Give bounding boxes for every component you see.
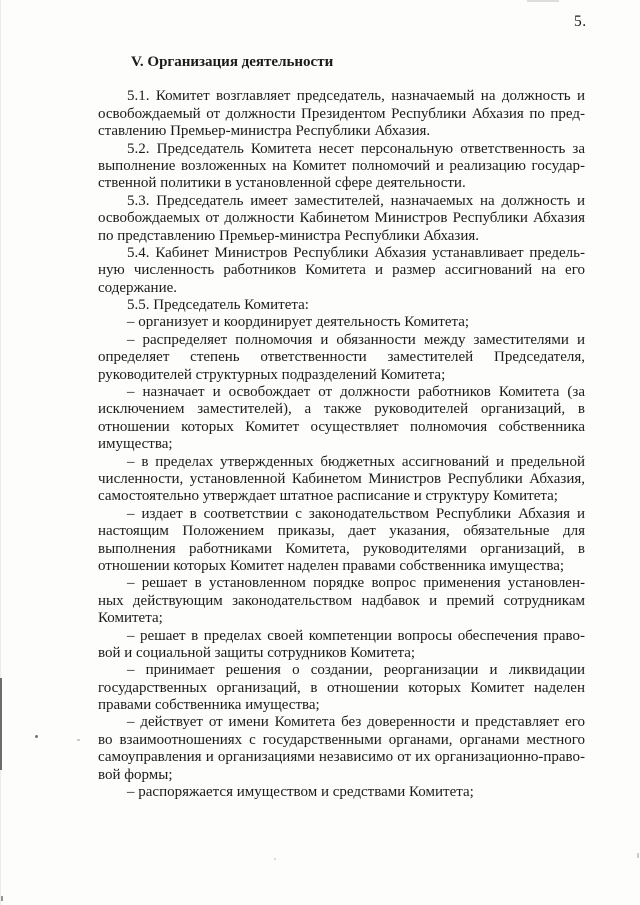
paragraph-line: настоящим Положением приказы, дает указания, обязательные для: [98, 523, 585, 540]
paragraph: [98, 384, 585, 454]
paragraph-line: содержание.: [98, 279, 177, 296]
paragraph-line: ственной политики в установленной сфере деятельности.: [98, 175, 466, 192]
paragraph: [98, 332, 585, 384]
paragraph: [98, 245, 585, 297]
paragraph-line: по представлению Премьер-министра Республики Абхазия.: [98, 227, 480, 244]
paragraph: [98, 314, 585, 331]
paragraph-line: выполнения работниками Комитета, руководителями организаций, в: [98, 540, 585, 557]
scan-speck: [77, 739, 80, 741]
paragraph-line: правами собственника имущества;: [98, 697, 320, 714]
heading-text: V. Организация деятельности: [131, 54, 334, 70]
paragraph-line: – организует и координирует деятельность Комитета;: [127, 314, 470, 331]
paragraph-line: ставлению Премьер-министра Республики Абхазия.: [98, 123, 431, 140]
paragraph-line: 5.4. Кабинет Министров Республики Абхазия устанавливает предель-: [127, 244, 585, 261]
paragraph-line: – решает в установленном порядке вопрос применения установлен-: [127, 575, 585, 592]
paragraph: [98, 784, 585, 801]
paragraph-line: государственных организаций, в отношении которых Комитет наделен: [98, 679, 585, 696]
paragraph-line: руководителей структурных подразделений Комитета;: [98, 366, 446, 383]
paragraph-line: освобождаемых от должности Кабинетом Министров Республики Абхазия: [98, 210, 585, 227]
paragraph-line: 5.5. Председатель Комитета:: [127, 297, 309, 314]
paragraph-line: определяет степень ответственности заместителей Председателя,: [98, 349, 585, 366]
scan-smudge: [527, 0, 559, 2]
scan-speck: [35, 735, 38, 738]
paragraph: [98, 575, 585, 627]
paragraph-line: – принимает решения о создании, реорганизации и ликвидации: [127, 662, 585, 679]
paragraph: [98, 88, 585, 140]
paragraph-line: самостоятельно утверждает штатное расписание и структуру Комитета;: [98, 488, 558, 505]
paragraph-line: 5.2. Председатель Комитета несет персональную ответственность за: [127, 140, 585, 157]
paragraph-line: – решает в пределах своей компетенции вопросы обеспечения право-: [127, 627, 585, 644]
paragraph-line: имущества;: [98, 436, 173, 453]
paragraph-line: 5.1. Комитет возглавляет председатель, назначаемый на должность и: [127, 88, 585, 105]
scan-edge-strip: [0, 678, 2, 770]
paragraph-line: ную численность работников Комитета и размер ассигнований на его: [98, 262, 585, 279]
paragraph-line: численности, установленной Кабинетом Министров Республики Абхазия,: [98, 470, 585, 487]
paragraph-line: самоуправления и организациями независимо от их организационно-право-: [98, 749, 585, 766]
paragraph: [98, 141, 585, 193]
paragraph-line: вой и социальной защиты сотрудников Комитета;: [98, 644, 416, 661]
document-content: [98, 54, 585, 801]
paragraph-line: Комитета;: [98, 610, 163, 627]
paragraph: [98, 628, 585, 663]
paragraph-line: ных действующим законодательством надбавок и премий сотрудникам: [98, 592, 585, 609]
scan-speck: [274, 858, 276, 860]
section-heading: [98, 54, 585, 71]
paragraph-line: – распределяет полномочия и обязанности между заместителями и: [127, 331, 585, 348]
paragraph-line: – распоряжается имуществом и средствами Комитета;: [127, 784, 474, 801]
scan-corner-mark: [1, 896, 3, 901]
scan-edge-mark: [637, 853, 639, 858]
paragraph-line: – издает в соответствии с законодательством Республики Абхазия и: [127, 505, 585, 522]
paragraph: [98, 454, 585, 506]
paragraph-line: – в пределах утвержденных бюджетных ассигнований и предельной: [127, 453, 585, 470]
paragraph-line: – действует от имени Комитета без доверенности и представляет его: [127, 714, 585, 731]
paragraph: [98, 297, 585, 314]
scan-edge-line: [0, 0, 1, 905]
paragraph: [98, 193, 585, 245]
paragraph-line: – назначает и освобождает от должности работников Комитета (за: [127, 384, 585, 401]
paragraph: [98, 714, 585, 784]
paragraph-line: отношении которых Комитет осуществляет полномочия собственника: [98, 418, 585, 435]
paragraph-line: во взаимоотношениях с государственными органами, органами местного: [98, 731, 585, 748]
paragraph-line: вой формы;: [98, 766, 173, 783]
paragraph: [98, 662, 585, 714]
paragraph-line: выполнение возложенных на Комитет полномочий и реализацию государ-: [98, 157, 585, 174]
paragraph: [98, 506, 585, 576]
paragraph-line: исключением заместителей), а также руководителей организаций, в: [98, 401, 585, 418]
paragraph-line: отношении которых Комитет наделен правами собственника имущества;: [98, 557, 565, 574]
paragraph-line: 5.3. Председатель имеет заместителей, назначаемых на должность и: [127, 192, 585, 209]
page-number: 5.: [574, 13, 587, 30]
paragraph-line: освобождаемый от должности Президентом Республики Абхазия по пред-: [98, 105, 585, 122]
